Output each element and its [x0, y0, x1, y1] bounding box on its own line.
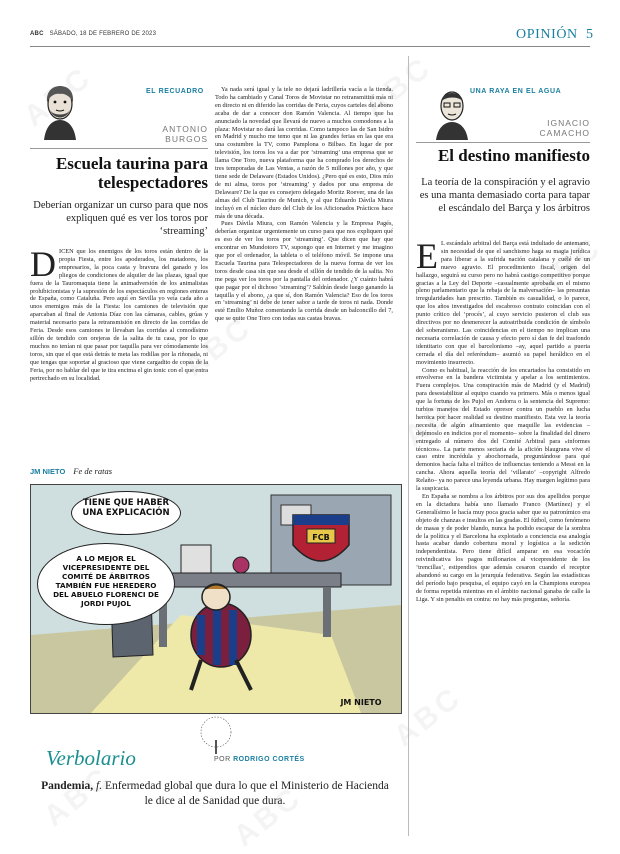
cartoon-title: Fe de ratas	[73, 466, 113, 476]
byline-prefix: POR	[214, 756, 231, 763]
article-subtitle-raya: La teoría de la conspiración y el agravio es una manta demasiado corta para tapar el escándalo del Barça y los árbitros	[419, 177, 590, 214]
cartoonist-name: JM NIETO	[30, 467, 66, 476]
article-body-recuadro-col2	[215, 86, 393, 464]
verbolario-pos: f.	[96, 780, 103, 792]
verbolario-title: Verbolario	[46, 746, 136, 770]
speech-bubble-2: A LO MEJOR EL VICEPRESIDENTE DEL COMITÉ DE ÁRBITROS TAMBIÉN FUE HEREDERO DEL ABUELO FLORENCI DE JORDI PUJOL	[37, 543, 175, 625]
article-title-recuadro: Escuela taurina para telespectadores	[55, 154, 208, 192]
raya-paragraph-3: En España se nombra a los árbitros por sus dos apellidos porque en la dictadura había uno llamado Franco (Martínez) y el Generalísimo le hacía muy poca gracia saber que su patronímico era objeto de chanzas e insultos en las gradas. El fútbol, como fenómeno de masas y de poder blando, nunca ha podido escapar de la sombra de la política y el Barcelona ha explotado a conciencia esa analogía hasta acabar dando cobertura moral y logística a la sedición independentista. Pero tiene difícil amparar en esa vocación reivindicativa los pagos millonarios al vicepresidente de los ‘trencillas’, estipendios que además cesaron cuando el receptor abandonó su cargo en la jerarquía federativa. Según las estadísticas del período bajo pesquisa, el equipo cayó en la Champions europea de forma repetida mientras en el ámbito nacional ganaba de calle la Liga. Y sin penaltis en contra: no hay más preguntas, señoría.	[416, 493, 590, 603]
verbolario-word: Pandemia,	[41, 780, 94, 792]
crest-text: FCB	[312, 533, 330, 542]
article-body-raya	[416, 240, 590, 840]
header-rule	[30, 46, 590, 47]
section-name: OPINIÓN	[516, 27, 578, 42]
raya-label: UNA RAYA EN EL AGUA	[470, 88, 562, 95]
letter-tree-icon	[196, 716, 236, 756]
article-body-recuadro-col1	[30, 248, 208, 460]
divider	[416, 142, 590, 143]
cartoon-caption	[30, 466, 112, 476]
recuadro-paragraph-3: Pues Dávila Miura, con Ramón Valencia y la Empresa Pagés, deberían organizar urgentemente un curso para que nos expliquen qué es eso de ver los toros por ‘streaming’. Que dicen que hay que encontrar en Mundotoro TV, supongo que en Internet y me imagino que por el ordenador, la tableta o el teléfono móvil. Se impone una Escuela Taurina para Telespectadores de la nueva forma de ver los toros desde casa sin que sea desde el sillón de tendido de la salita. No me pega ver los toros por la pantalla del ordenador. ¿Y cuánto habrá que pagar por el dichoso ‘streaming’? Saldrán desde luego ganando la taquilla y el abono, ¿a que sí, don Ramón Valencia? Eso de los toros en ‘streaming’ ni debe de tener sabor a tarde de toros ni nada. Donde esté Emilio Muñoz comentando la corrida desde un balconcillo del 7, que se quite One Toro con todas sus castas bravas.	[215, 220, 393, 323]
author-portrait-camacho	[430, 84, 474, 140]
dropcap-d: D	[30, 248, 56, 284]
author-last-name: CAMACHO	[539, 128, 590, 138]
page-header-right	[516, 27, 594, 43]
author-portrait-burgos	[34, 80, 86, 142]
paper-name: ABC	[30, 31, 44, 37]
verbolario-author: RODRIGO CORTÉS	[233, 756, 305, 763]
page-header-left	[30, 31, 156, 37]
page-date: SÁBADO, 18 DE FEBRERO DE 2023	[49, 31, 157, 37]
verbolario-entry	[40, 779, 390, 809]
article-subtitle-recuadro: Deberían organizar un curso para que nos expliquen qué es ver los toros por ‘streaming’	[33, 200, 208, 237]
author-first-name: IGNACIO	[547, 118, 590, 128]
author-last-name: BURGOS	[165, 134, 208, 144]
page-number: 5	[585, 27, 594, 42]
author-byline-camacho	[480, 118, 590, 138]
recuadro-paragraph-2: Ya nada será igual y la tele no dejará ladrillería vacía a la tienda. Todo ha cambiado y Canal Toros de Movistar no retransmitirá más ni en directo ni en diferido las corridas de Feria, cuyos carteles del abono acaba de dar a conocer don Ramón Valencia. Al tiempo que ha anunciado la novedad que llevará de nuevo a muchos comodones a la plaza: Movistar no dará las corridas. Como tampoco las de San Isidro en Madrid y mucho me temo que ni las grandes ferias en las que era una costumbre la TV, como Pamplona o Bilbao. En lugar de por televisión, los toros los va a dar por ‘streaming’ una empresa que se llama One Toro, nueva plataforma que ha comprado los derechos de tres temporadas de Las Ventas, a razón de 5 millones por año, y que tiene sede de Delaware (Estados Unidos). ¿Pero qué es esto, Dios mío de mi alma, toros por ‘streaming’ y dados por una empresa de Delaware? De la que es consejero delegado Moritz Roever, una de las almas del Club Taurino de Munich, y al que Eduardo Dávila Miura incluyó en el núcleo duro del Club de los Aficionados Prácticos hace más de una década.	[215, 86, 393, 220]
divider	[30, 148, 208, 149]
verbolario-definition: Enfermedad global que dura lo que el Ministerio de Hacienda le dice al de Sanidad que dura.	[105, 780, 389, 807]
raya-paragraph-2: Como es habitual, la reacción de los encartados ha consistido en envolverse en la bandera victimista y apelar a los sentimientos. Fuera complejos. Una conspiración más de Madrid (y el Madrid) para desestabilizar al equipo cuando va primero. Más o menos igual que la fortuna de los Pujol en Andorra o la sentencia del Supremo: turbios manejos del Estado opresor contra un pueblo en lucha heroica por hacer realidad su destino manifiesto. Esta vez la teoría necesita de algún afinamiento que maquille las evidencias –dejémoslo en indicios por el momento– sobre la finalidad del dinero entregado al número dos del Comité Arbitral para «informes técnicos». La parte menos sectaria de la afición blaugrana vive el caso entre incrédula y abochornada, preguntándose para qué demonios hacía falta el tráfico de influencias teniendo a Messi en la cancha. Ahora aquella teoría del ‘villarato’ –copyright Alfredo Relaño– ya no parece una leyenda urbana. Hay margen legítimo para la suspicacia.	[416, 366, 590, 493]
dropcap-e: E	[416, 240, 438, 276]
verbolario-byline	[214, 756, 305, 763]
recuadro-label: EL RECUADRO	[146, 88, 204, 95]
author-byline-burgos	[150, 124, 208, 144]
article-title-raya: El destino manifiesto	[437, 146, 590, 165]
author-first-name: ANTONIO	[162, 124, 208, 134]
raya-paragraph-1: L escándalo arbitral del Barça está indultado de antemano, sin necesidad de que el sanchismo haga su magia jurídica para liberar a la sufrida nación catalana y cuélé de un nuevo agravio. El procedimiento fiscal, origen del hallazgo, seguirá su curso pero no habrá castigo competitivo porque gracias a la Ley del Deporte –casualmente aprobada en el mismo pleno parlamentario que la rebaja de la malversación– las presuntas irregularidades han prescrito. También es casualidad, o lo parece, que los años investigados del escabroso contrato coincidan con el punto crítico del ‘procés’, al cuyo servicio pusieron el club sus directivos por no desmerecer la autoatribuida condición de símbolo del soberanismo. Las coincidencias en el tiempo no implican una necesaria correlación de causa y efecto pero sí dan fe del trasfondo identitario con que el barcelonismo –ay, aquel partido a puerta cerrada el día del referéndum– asumió su papel heráldico en el movimiento insurrecto.	[416, 240, 590, 366]
cartoon-signature: JM NIETO	[340, 698, 382, 707]
cartoon-panel	[30, 484, 402, 714]
speech-bubble-1: TIENE QUE HABER UNA EXPLICACIÓN	[71, 491, 181, 535]
column-divider	[408, 56, 409, 836]
recuadro-paragraph-1: ICEN que los enemigos de los toros están dentro de la propia Fiesta, entre los apoderados, los matadores, los empresarios, la poca casta y bravura del ganado y los pliegos de condiciones de alquiler de las plazas, igual que fuera de la Tauromaquia tiene la animadversión de los animalistas prohibicionistas y la supresión de los espectáculos en regiones enteras de España, como Cataluña. Pero aquí en Sevilla yo veía cada año a unos enemigos más de la Fiesta: los camiones de televisión que aparcaban al final de Antonia Díaz con las cámaras, cables, grúas y material necesario para la retransmisión en directo de las corridas de Feria. Desde esos camiones te llevaban las corridas al comodísimo sillón de tendido con orejeras de la salita de tu casa, por lo que muchos no tenían ni que pasar por taquilla para ver cómodamente los toros, sin que el que está detrás te meta las rodillas por la riñonada, ni que tengas que soportar al gracioso que viene cargadito de copas de la Feria, por no hablar del que te tira encima el gin tonic con el que entra pertrechado en su localidad.	[30, 248, 208, 382]
